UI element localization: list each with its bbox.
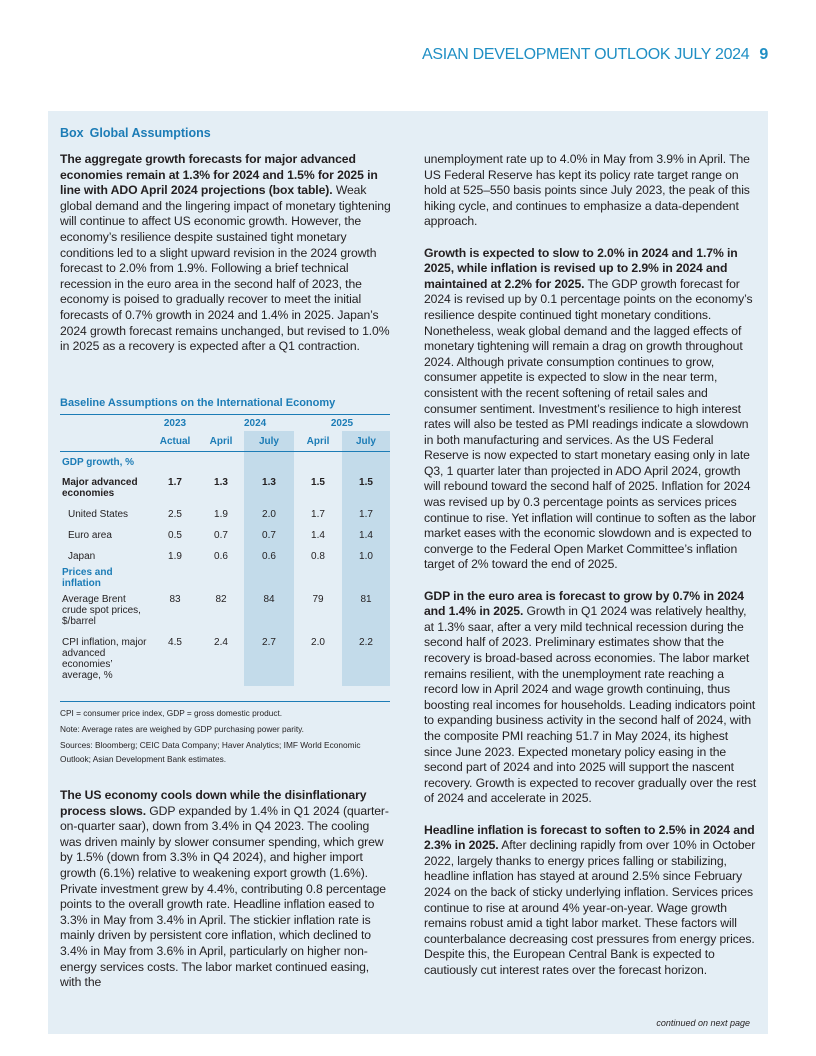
paragraph-text: Growth in Q1 2024 was relatively healthy, at 1.3% saar, after a very mild technical recession during the second half of 2023. Preliminary estimates show that the recovery is broad-based across economies. The labor market remains resilient, with the unemployment rate reaching a record low in April 2024 and wage growth continuing, thus boosting real incomes for households. Leading indicators point to expanding business activity in the second half of 2024, with the composite PMI reaching 51.7 in May 2024, its highest since June 2023. Expected monetary policy easing in the second part of 2024 and into 2025 will support the nascent recovery. Growth is expected to recover gradually over the rest of 2024 and accelerate in 2025. [424,604,757,806]
paragraph-text: unemployment rate up to 4.0% in May from 3.9% in April. The US Federal Reserve has kept its policy rate target range on hold at 525–550 basis points since July 2023, the peak of this hiking cycle, and continues to emphasize a data-dependent approach. [424,152,750,229]
cell-value: 2.0 [311,637,325,648]
paragraph [60,788,392,991]
cell-value: 1.3 [244,472,294,504]
cell-value: 0.7 [244,525,294,546]
left-column-top [60,152,392,370]
table-notes [60,701,390,768]
cell-value: 1.7 [168,477,182,488]
baseline-table [60,414,390,686]
paragraph-lead: GDP in the euro area is forecast to grow by 0.7% in 2024 and 1.4% in 2025. [424,588,744,619]
cell-value: 2.4 [214,637,228,648]
cell-value: 2.5 [168,509,182,520]
year-2025: 2025 [294,415,390,432]
col-july-2025: July [342,431,390,452]
left-column-bottom [60,788,392,1006]
row-label: Euro area [68,530,112,541]
page-number: 9 [759,46,768,63]
header-title: ASIAN DEVELOPMENT OUTLOOK JULY 2024 [421,46,750,63]
table-row [60,589,390,632]
cell-value: 1.0 [342,546,390,567]
paragraph-lead: The aggregate growth forecasts for major advanced economies remain at 1.3% for 2024 and 1.5% for 2025 in line with ADO April 2024 projections (box table). [60,152,378,198]
table-row [60,504,390,525]
cell-value: 2.2 [342,632,390,686]
paragraph-text: The GDP growth forecast for 2024 is revised up by 0.1 percentage points on the economy’s resilience despite continued tight monetary conditions. Nonetheless, weak global demand and the lagged effects of monetary tightening will remain a drag on growth throughout 2024. Although private consumption continues to grow, consumer appetite is expected to slow in the near term, consistent with the recent softening of retail sales and consumer sentiment. Investment’s resilience to high interest rates will also be tested as PMI readings indicate a slowdown in both manufacturing and services. As the US Federal Reserve is now expected to start monetary easing only in late Q3, 1 quarter later than projected in ADO April 2024, growth will rebound toward the second half of 2025. Inflation for 2024 was revised up by 0.3 percentage points as services prices continue to rise. Yet inflation will continue to soften as the labor market eases with the economic slowdown and is expected to converge to the Federal Open Market Committee’s inflation target of 2% toward the end of 2025. [424,276,756,572]
note-line: CPI = consumer price index, GDP = gross domestic product. [60,708,283,718]
paragraph [424,152,758,230]
paragraph-text: Weak global demand and the lingering impact of monetary tightening will continue to affect US economic growth. However, the economy’s resilience despite sustained tight monetary conditions led to a slight upward revision in the 2024 growth forecast to 2.0% from 1.9%. Following a brief technical recession in the euro area in the second half of 2023, the economy is poised to gradually recover to meet the initial forecasts of 0.7% growth in 2024 and 1.4% in 2025. Japan’s 2024 growth forecast remains unchanged, but revised to 1.0% in 2025 as a recovery is expected after a Q1 contraction. [60,183,391,354]
cell-value: 0.8 [311,551,325,562]
col-april-2024: April [198,431,244,452]
cell-value: 82 [215,594,227,605]
paragraph [424,246,758,573]
cell-value: 1.5 [342,472,390,504]
cell-value: 1.7 [311,509,325,520]
box-tag: Box [60,126,84,140]
table-title: Baseline Assumptions on the International Economy [60,397,336,409]
right-column [424,152,758,994]
box-title [60,126,211,140]
table-row [60,632,390,686]
row-label: United States [68,509,129,520]
paragraph [424,823,758,979]
running-header [422,46,768,64]
row-label: CPI inflation, major advanced economies’ average, % [62,637,147,681]
row-label: Average Brent crude spot prices, $/barrel [62,594,141,627]
paragraph-text: GDP expanded by 1.4% in Q1 2024 (quarter-on-quarter saar), down from 3.4% in Q4 2023. The cooling was driven mainly by slower consumer spending, which grew by 1.5% (down from 3.3% in Q4 2024), and higher import growth (6.1%) relative to weakening export growth (1.6%). Private investment grew by 4.4%, contributing 0.8 percentage points to the overall growth rate. Headline inflation eased to 3.3% in May from 3.4% in April. The stickier inflation rate is mainly driven by persistent core inflation, which declined to 3.4% in May from 3.6% in April, particularly on higher non-energy services costs. The labor market continued easing, with the [60,803,389,990]
table-row [60,546,390,567]
table-row [60,525,390,546]
note-line: Note: Average rates are weighed by GDP purchasing power parity. [60,724,304,734]
row-label: Japan [68,551,96,562]
cell-value: 1.3 [214,477,228,488]
col-actual: Actual [152,431,198,452]
paragraph [424,589,758,807]
cell-value: 0.5 [168,530,182,541]
year-2024: 2024 [198,415,294,432]
cell-value: 1.7 [342,504,390,525]
box-name: Global Assumptions [89,126,211,140]
col-april-2025: April [294,431,342,452]
cell-value: 0.7 [214,530,228,541]
paragraph-lead: Growth is expected to slow to 2.0% in 2024 and 1.7% in 2025, while inflation is revised up to 2.9% in 2024 and maintained at 2.2% for 2025. [424,245,738,291]
cell-value: 2.0 [244,504,294,525]
cell-value: 1.9 [214,509,228,520]
cell-value: 79 [312,594,324,605]
row-label: Major advanced economies [62,477,138,499]
cell-value: 0.6 [244,546,294,567]
paragraph-lead: Headline inflation is forecast to soften to 2.5% in 2024 and 2.3% in 2025. [424,822,755,853]
note-line: Sources: Bloomberg; CEIC Data Company; Haver Analytics; IMF World Economic Outlook; Asian Development Bank estimates. [60,740,361,764]
year-2023: 2023 [152,415,198,432]
cell-value: 84 [244,589,294,632]
cell-value: 1.9 [168,551,182,562]
paragraph-lead: The US economy cools down while the disinflationary process slows. [60,788,367,818]
cell-value: 1.4 [342,525,390,546]
paragraph-text: After declining rapidly from over 10% in October 2022, largely thanks to energy prices falling or stabilizing, headline inflation has stayed at around 2.5% since February 2024 on the back of sticky underlying inflation. Services prices continue to rise at around 4% year-on-year. Wage growth remains robust amid a tight labor market. These factors will counterbalance decreasing cost pressures from energy prices. Despite this, the European Central Bank is expected to cautiously cut interest rates over the forecast horizon. [424,838,756,977]
table-row [60,472,390,504]
cell-value: 1.5 [311,477,325,488]
continued-note: continued on next page [656,1018,750,1028]
section-label: GDP growth, % [62,456,135,468]
cell-value: 1.4 [311,530,325,541]
cell-value: 83 [169,594,181,605]
section-label: Prices and inflation [62,567,113,589]
col-july-2024: July [244,431,294,452]
cell-value: 4.5 [168,637,182,648]
cell-value: 81 [342,589,390,632]
box-panel [48,111,768,1034]
cell-value: 2.7 [244,632,294,686]
paragraph [60,152,392,355]
cell-value: 0.6 [214,551,228,562]
